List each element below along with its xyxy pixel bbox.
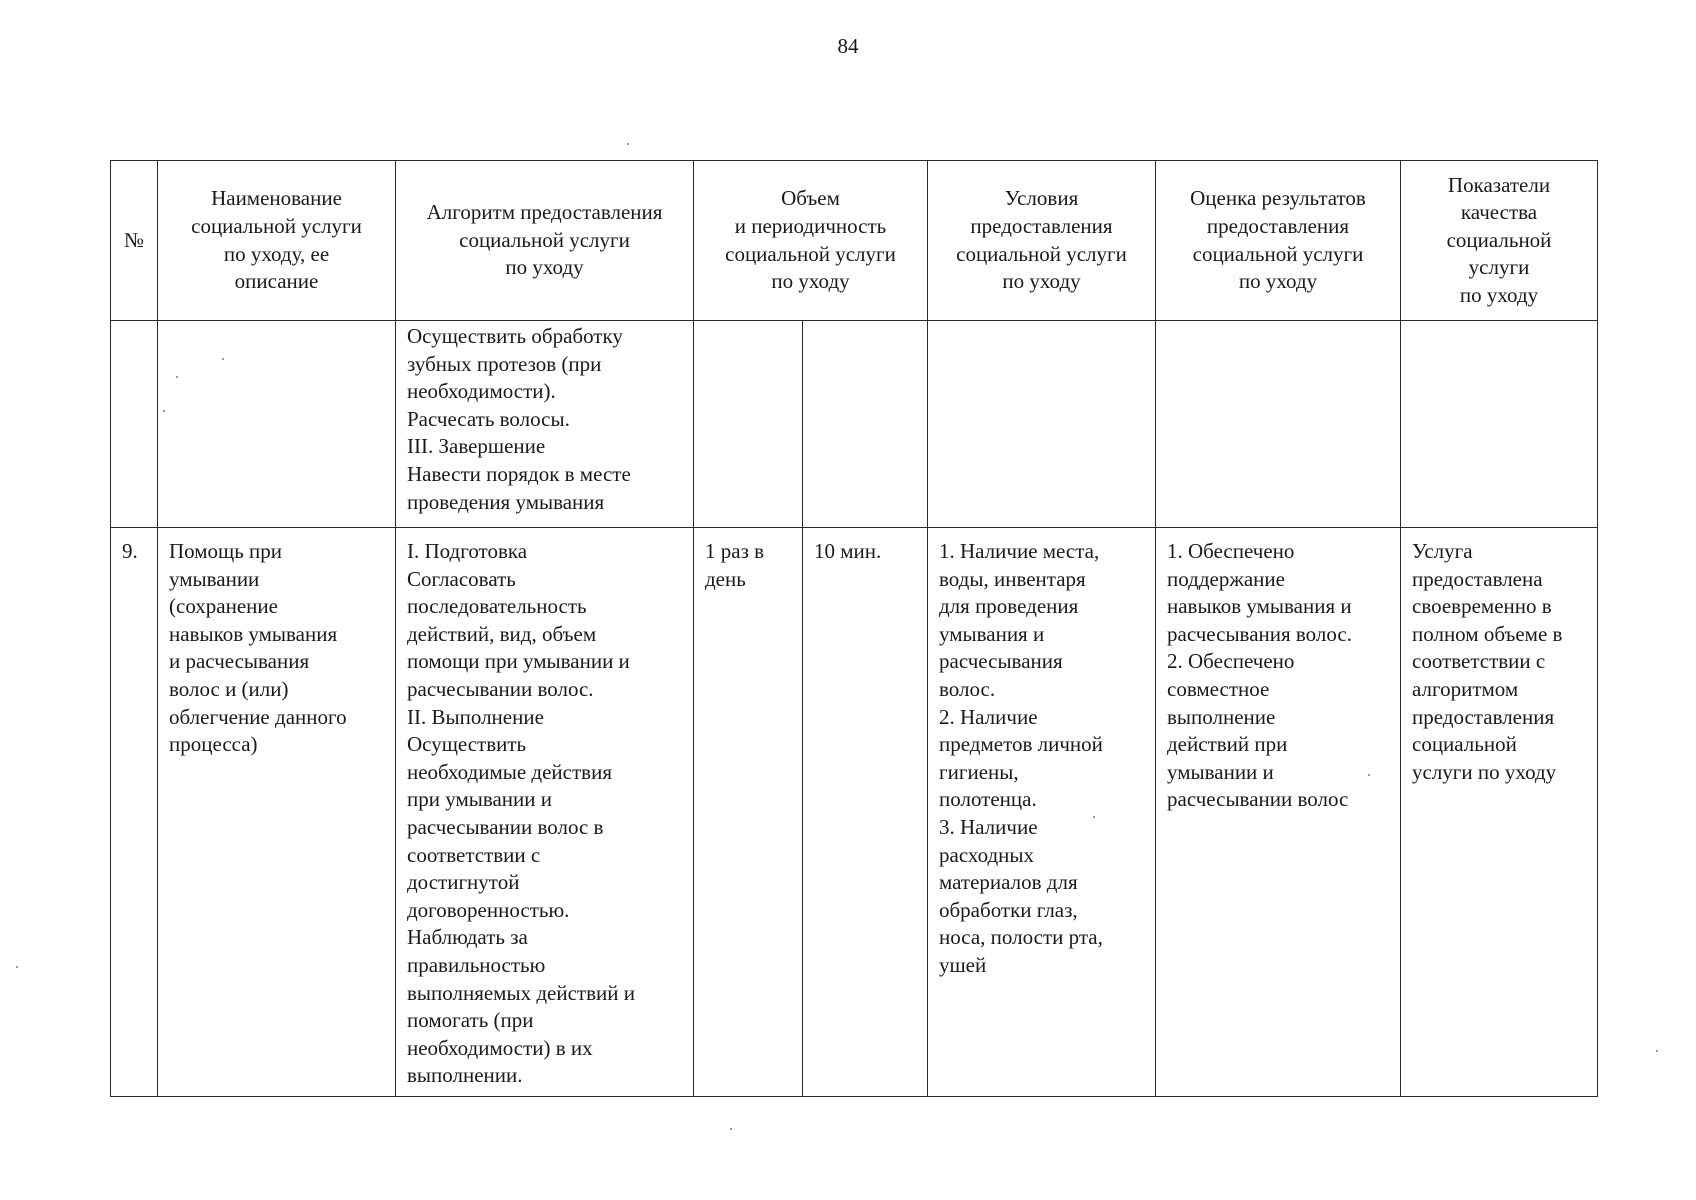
cell-num-empty bbox=[111, 321, 158, 528]
table-row-9 bbox=[111, 528, 1598, 1097]
cell-algorithm: I. Подготовка Согласовать последовательность действий, вид, объем помощи при умывании и расчесывании волос. II. Выполнение Осуществить необходимые действия при умывании и расчесывании волос в соответствии с достигнутой договоренностью. Наблюдать за правильностью выполняемых действий и помогать (при необходимости) в их выполнении. bbox=[396, 528, 694, 1097]
cell-conditions: 1. Наличие места, воды, инвентаря для проведения умывания и расчесывания волос. 2. Наличие предметов личной гигиены, полотенца. 3. Наличие расходных материалов для обработки глаз, носа, полости рта, ушей bbox=[928, 528, 1156, 1097]
header-row bbox=[111, 161, 1598, 321]
cell-evaluation-empty bbox=[1156, 321, 1401, 528]
scan-speck bbox=[16, 966, 18, 968]
cell-frequency-empty bbox=[694, 321, 803, 528]
scan-speck bbox=[163, 410, 165, 412]
cell-evaluation: 1. Обеспечено поддержание навыков умывания и расчесывания волос. 2. Обеспечено совместное выполнение действий при умывании и расчесывании волос bbox=[1156, 528, 1401, 1097]
page-number: 84 bbox=[837, 34, 859, 58]
cell-algorithm: Осуществить обработку зубных протезов (при необходимости). Расчесать волосы. III. Завершение Навести порядок в месте проведения умывания bbox=[396, 321, 694, 528]
scan-speck bbox=[222, 358, 224, 360]
header-algorithm: Алгоритм предоставления социальной услуги по уходу bbox=[396, 161, 694, 321]
cell-name-empty bbox=[158, 321, 396, 528]
scan-speck bbox=[1656, 1050, 1658, 1052]
header-evaluation: Оценка результатов предоставления социальной услуги по уходу bbox=[1156, 161, 1401, 321]
services-table bbox=[110, 160, 1598, 1097]
cell-indicators: Услуга предоставлена своевременно в полном объеме в соответствии с алгоритмом предоставления социальной услуги по уходу bbox=[1401, 528, 1598, 1097]
table-row-continuation bbox=[111, 321, 1598, 528]
scan-speck bbox=[176, 376, 178, 378]
cell-name: Помощь при умывании (сохранение навыков умывания и расчесывания волос и (или) облегчение данного процесса) bbox=[158, 528, 396, 1097]
cell-num: 9. bbox=[111, 528, 158, 1097]
cell-conditions-empty bbox=[928, 321, 1156, 528]
scan-speck bbox=[627, 143, 629, 145]
header-volume: Объем и периодичность социальной услуги по уходу bbox=[694, 161, 928, 321]
cell-indicators-empty bbox=[1401, 321, 1598, 528]
cell-frequency: 1 раз в день bbox=[694, 528, 803, 1097]
cell-duration-empty bbox=[803, 321, 928, 528]
scan-speck bbox=[1093, 816, 1095, 818]
header-name: Наименование социальной услуги по уходу, ее описание bbox=[158, 161, 396, 321]
header-num: № bbox=[111, 161, 158, 321]
cell-duration: 10 мин. bbox=[803, 528, 928, 1097]
header-conditions: Условия предоставления социальной услуги по уходу bbox=[928, 161, 1156, 321]
scan-speck bbox=[730, 1128, 732, 1130]
scan-speck bbox=[1368, 774, 1370, 776]
header-indicators: Показатели качества социальной услуги по уходу bbox=[1401, 161, 1598, 321]
